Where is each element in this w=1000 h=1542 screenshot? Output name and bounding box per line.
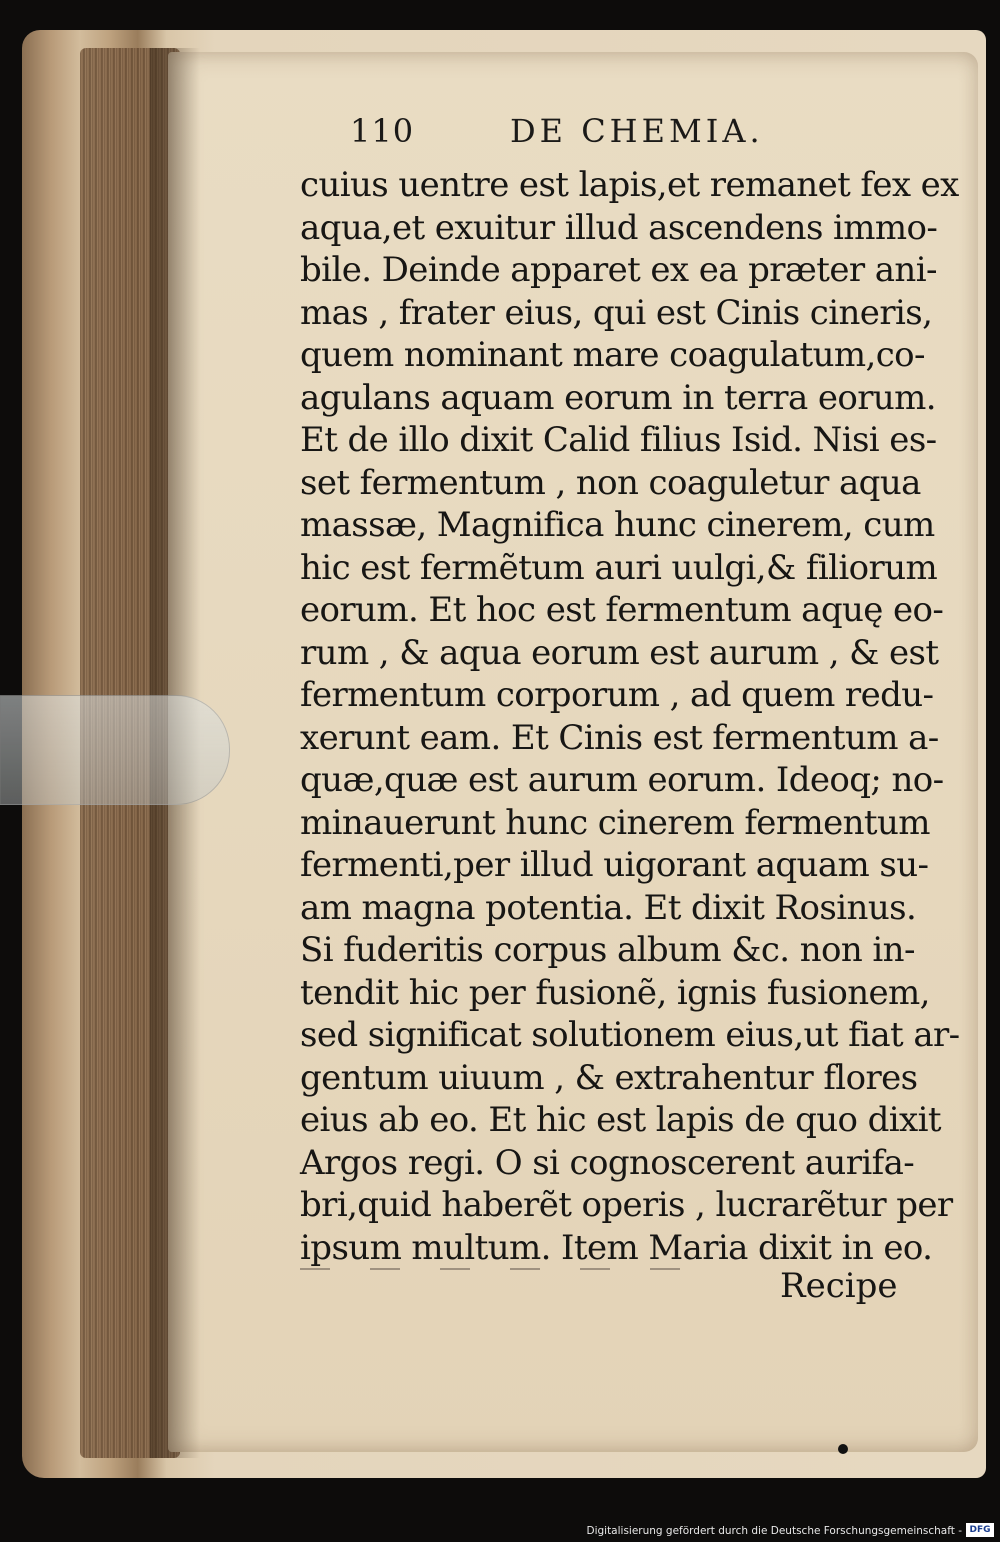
text-line: mas , frater eius, qui est Cinis cineris, [300, 292, 933, 333]
text-line: bile. Deinde apparet ex ea præter ani- [300, 250, 937, 290]
text-line: xerunt eam. Et Cinis est fermentum a- [300, 717, 939, 758]
rule-line [300, 1268, 720, 1270]
text-line: Si fuderitis corpus album &c. non in- [300, 930, 915, 970]
text-line: massæ, Magnifica hunc cinerem, cum [300, 505, 935, 545]
text-line: agulans aquam eorum in terra eorum. [300, 377, 937, 418]
text-line: hic est fermẽtum auri uulgi,& filiorum [300, 547, 938, 588]
text-line: gentum uiuum , & extrahentur flores [300, 1057, 918, 1098]
text-line: minauerunt hunc cinerem fermentum [300, 802, 930, 843]
text-line: eorum. Et hoc est fermentum aquę eo- [300, 590, 944, 630]
catchword: Recipe [780, 1266, 898, 1306]
text-line: set fermentum , non coaguletur aqua [300, 462, 921, 503]
text-line: Et de illo dixit Calid filius Isid. Nisi es- [300, 420, 937, 460]
running-head: DE CHEMIA. [510, 112, 764, 150]
digitization-credit: Digitalisierung gefördert durch die Deutsche Forschungsgemeinschaft - [586, 1525, 962, 1537]
dfg-logo: DFG [966, 1523, 994, 1537]
text-line: Argos regi. O si cognoscerent aurifa- [300, 1142, 915, 1183]
text-line: am magna potentia. Et dixit Rosinus. [300, 887, 917, 928]
text-line: tendit hic per fusionẽ, ignis fusionem, [300, 972, 930, 1013]
text-line: cuius uentre est lapis,et remanet fex ex [300, 165, 959, 205]
ink-dot [838, 1444, 848, 1454]
text-line: ipsum multum. Item Maria dixit in eo. [300, 1227, 933, 1268]
text-line: bri,quid haberẽt operis , lucrarẽtur per [300, 1185, 953, 1225]
body-text [300, 164, 960, 1269]
page-header [350, 112, 770, 156]
bookmark-tab [0, 695, 230, 805]
text-line: sed significat solutionem eius,ut fiat ar- [300, 1015, 960, 1055]
text-line: fermentum corporum , ad quem redu- [300, 675, 934, 715]
text-line: rum , & aqua eorum est aurum , & est [300, 632, 939, 673]
text-line: eius ab eo. Et hic est lapis de quo dixit [300, 1100, 941, 1140]
text-line: aqua,et exuitur illud ascendens immo- [300, 207, 938, 248]
text-line: fermenti,per illud uigorant aquam su- [300, 845, 929, 885]
page-number: 110 [350, 112, 415, 150]
text-line: quem nominant mare coagulatum,co- [300, 335, 925, 375]
text-line: quæ,quæ est aurum eorum. Ideoq; no- [300, 760, 944, 800]
